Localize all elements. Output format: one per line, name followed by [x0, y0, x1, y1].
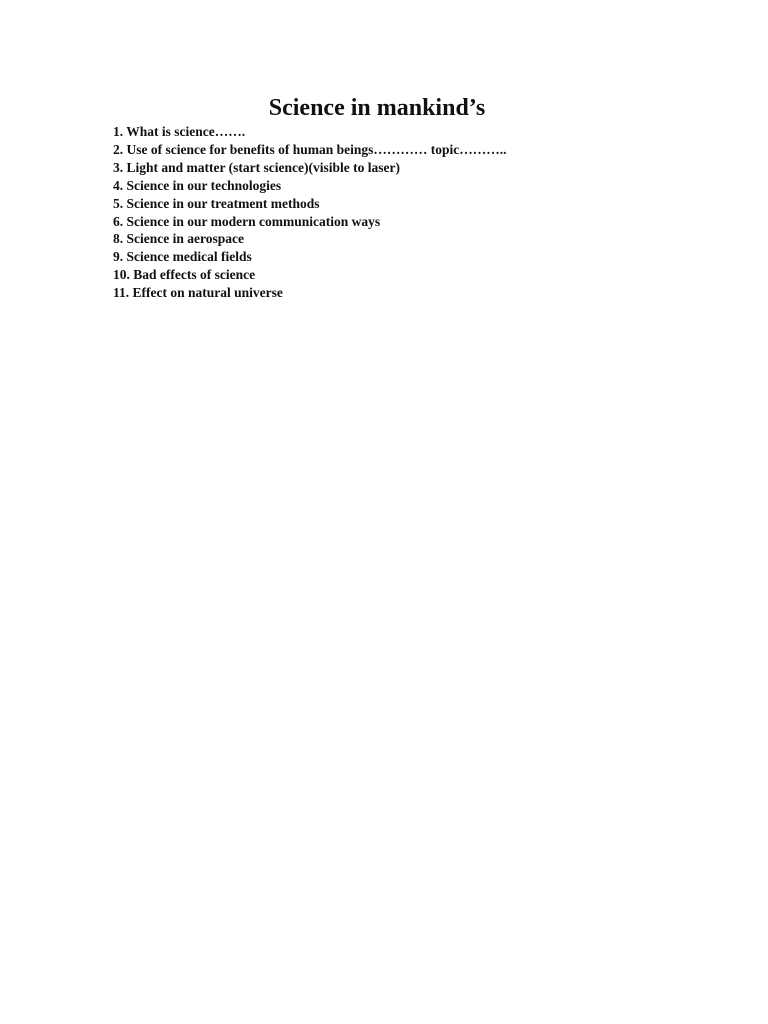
list-item: 4. Science in our technologies [113, 177, 282, 193]
list-item: 8. Science in aerospace [113, 231, 244, 247]
topic-list [113, 123, 506, 302]
document-title: Science in mankind’s [268, 95, 486, 121]
list-item: 5. Science in our treatment methods [113, 195, 320, 211]
list-item: 1. What is science……. [113, 124, 246, 139]
list-item: 9. Science medical fields [113, 249, 252, 265]
list-item: 3. Light and matter (start science)(visible to laser) [113, 159, 400, 175]
list-item: 10. Bad effects of science [113, 267, 256, 283]
list-item: 2. Use of science for benefits of human beings………… topic……….. [113, 141, 507, 157]
list-item: 6. Science in our modern communication ways [113, 213, 381, 229]
list-item: 11. Effect on natural universe [113, 285, 283, 301]
